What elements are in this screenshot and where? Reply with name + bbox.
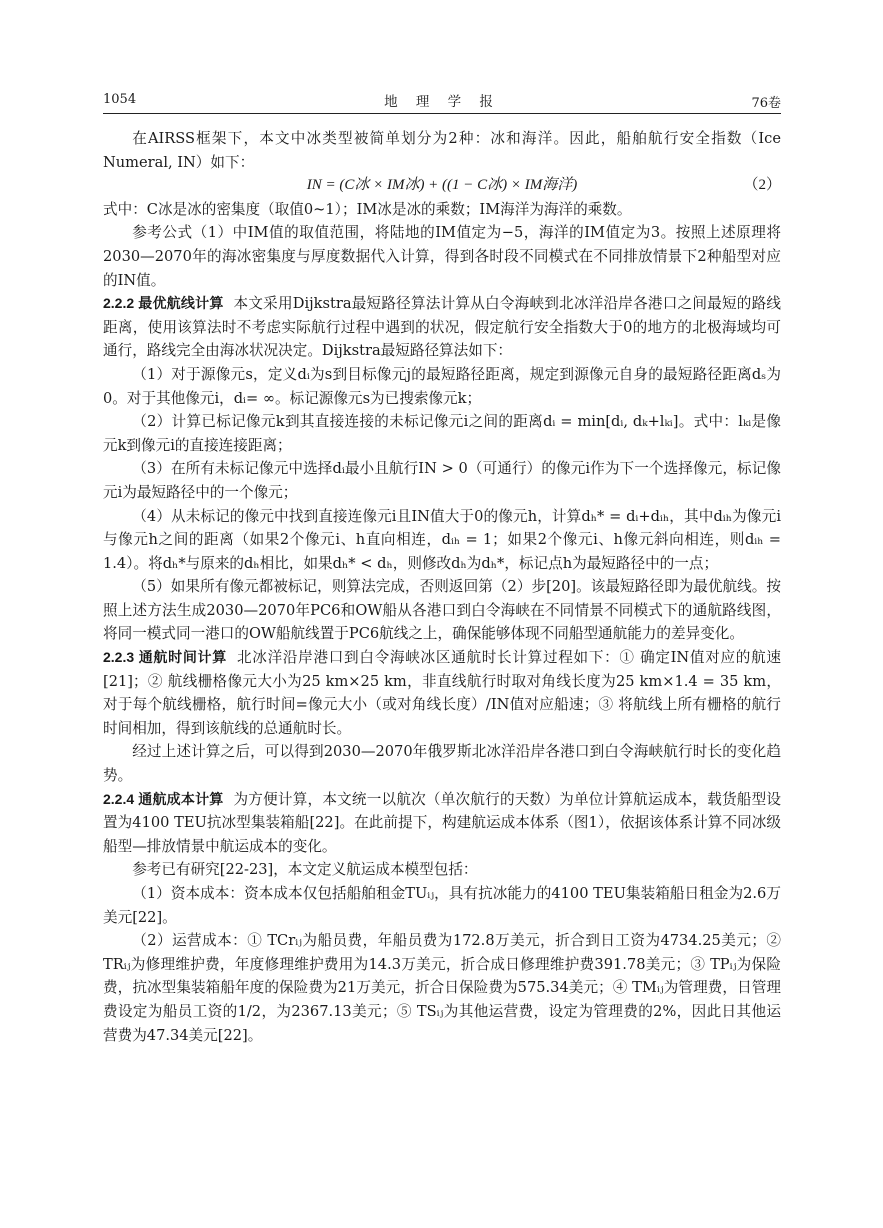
paragraph-text: 为方便计算，本文统一以航次（单次航行的天数）为单位计算航运成本，载货船型设置为4100 TEU抗冰型集装箱船[22]。在此前提下，构建航运成本体系（图1），依据该体系计算不同冰级船型—排放情景中航运成本的变化。 <box>103 790 781 855</box>
body-text <box>103 127 781 1047</box>
page-number: 1054 <box>103 92 137 107</box>
section-paragraph <box>103 646 781 740</box>
section-paragraph <box>103 292 781 363</box>
paragraph: 参考已有研究[22-23]，本文定义航运成本模型包括： <box>132 861 478 879</box>
paragraph: 式中：C冰是冰的密集度（取值0~1）；IM冰是冰的乘数；IM海洋为海洋的乘数。 <box>103 200 632 218</box>
volume-label: 76卷 <box>751 96 781 111</box>
paragraph: （4）从未标记的像元中找到直接连像元i且IN值大于0的像元h，计算dₕ* = dᵢ+dᵢₕ，其中dᵢₕ为像元i与像元h之间的距离（如果2个像元i、h直向相连，dᵢₕ = 1；如果2个像元i、h像元斜向相连，则dᵢₕ = 1.4）。将dₕ*与原来的dₕ相比，如果dₕ* < dₕ，则修改dₕ为dₕ*，标记点h为最短路径中的一点； <box>103 507 781 572</box>
paragraph-text: 本文采用Dijkstra最短路径算法计算从白令海峡到北冰洋沿岸各港口之间最短的路线距离，使用该算法时不考虑实际航行过程中遇到的状况，假定航行安全指数大于0的地方的北极海域均可通行，路线完全由海冰状况决定。Dijkstra最短路径算法如下： <box>103 295 781 360</box>
paragraph-text: 北冰洋沿岸港口到白令海峡冰区通航时长计算过程如下：① 确定IN值对应的航速[21]；② 航线栅格像元大小为25 km×25 km，非直线航行时取对角线长度为25 km×1.4 = 35 km，对于每个航线栅格，航行时间=像元大小（或对角线长度）/IN值对应船速；③ 将航线上所有栅格的航行时间相加，得到该航线的总通航时长。 <box>103 649 781 737</box>
page-header <box>103 90 781 112</box>
equation-expression: IN = (C冰 × IM冰) + ((1 − C冰) × IM海洋) <box>306 177 578 194</box>
paragraph: 经过上述计算之后，可以得到2030—2070年俄罗斯北冰洋沿岸各港口到白令海峡航行时长的变化趋势。 <box>103 743 781 785</box>
section-paragraph <box>103 788 781 859</box>
equation-number: （2） <box>743 177 781 194</box>
section-title: 2.2.2 最优航线计算 <box>103 295 224 312</box>
section-title: 2.2.4 通航成本计算 <box>103 790 224 807</box>
paragraph: （1）资本成本：资本成本仅包括船舶租金TUᵢⱼ，具有抗冰能力的4100 TEU集装箱船日租金为2.6万美元[22]。 <box>103 885 781 926</box>
paragraph: 在AIRSS框架下，本文中冰类型被简单划分为2种：冰和海洋。因此，船舶航行安全指数（Ice Numeral, IN）如下： <box>103 130 781 171</box>
paragraph: 参考公式（1）中IM值的取值范围，将陆地的IM值定为−5，海洋的IM值定为3。按照上述原理将2030—2070年的海冰密集度与厚度数据代入计算，得到各时段不同模式在不同排放情景下2种船型对应的IN值。 <box>103 224 781 289</box>
paragraph: （1）对于源像元s，定义dᵢ为s到目标像元j的最短路径距离，规定到源像元自身的最短路径距离dₛ为0。对于其他像元i，dᵢ= ∞。标记源像元s为已搜索像元k； <box>103 365 781 407</box>
section-title: 2.2.3 通航时间计算 <box>103 649 227 666</box>
paragraph: （5）如果所有像元都被标记，则算法完成，否则返回第（2）步[20]。该最短路径即为最优航线。按照上述方法生成2030—2070年PC6和OW船从各港口到白令海峡在不同情景不同模式下的通航路线图，将同一模式同一港口的OW船航线置于PC6航线之上，确保能够体现不同船型通航能力的差异变化。 <box>103 578 781 643</box>
journal-title: 地 理 学 报 <box>384 94 500 110</box>
paragraph: （2）计算已标记像元k到其直接连接的未标记像元i之间的距离dᵢ = min[dᵢ, dₖ+lₖᵢ]。式中：lₖᵢ是像元k到像元i的直接连接距离； <box>103 413 781 454</box>
paragraph: （3）在所有未标记像元中选择dᵢ最小且航行IN > 0（可通行）的像元i作为下一个选择像元，标记像元i为最短路径中的一个像元； <box>103 460 781 501</box>
equation-2 <box>103 174 781 198</box>
paragraph: （2）运营成本：① TCrᵢⱼ为船员费，年船员费为172.8万美元，折合到日工资为4734.25美元；② TRᵢⱼ为修理维护费，年度修理维护费用为14.3万美元，折合成日修理维护费391.78美元；③ TPᵢⱼ为保险费，抗冰型集装箱船年度的保险费为21万美元，折合日保险费为575.34美元；④ TMᵢⱼ为管理费，日管理费设定为船员工资的1/2，为2367.13美元；⑤ TSᵢⱼ为其他运营费，设定为管理费的2%，因此日其他运营费为47.34美元[22]。 <box>103 932 781 1044</box>
header-rule <box>103 113 781 114</box>
